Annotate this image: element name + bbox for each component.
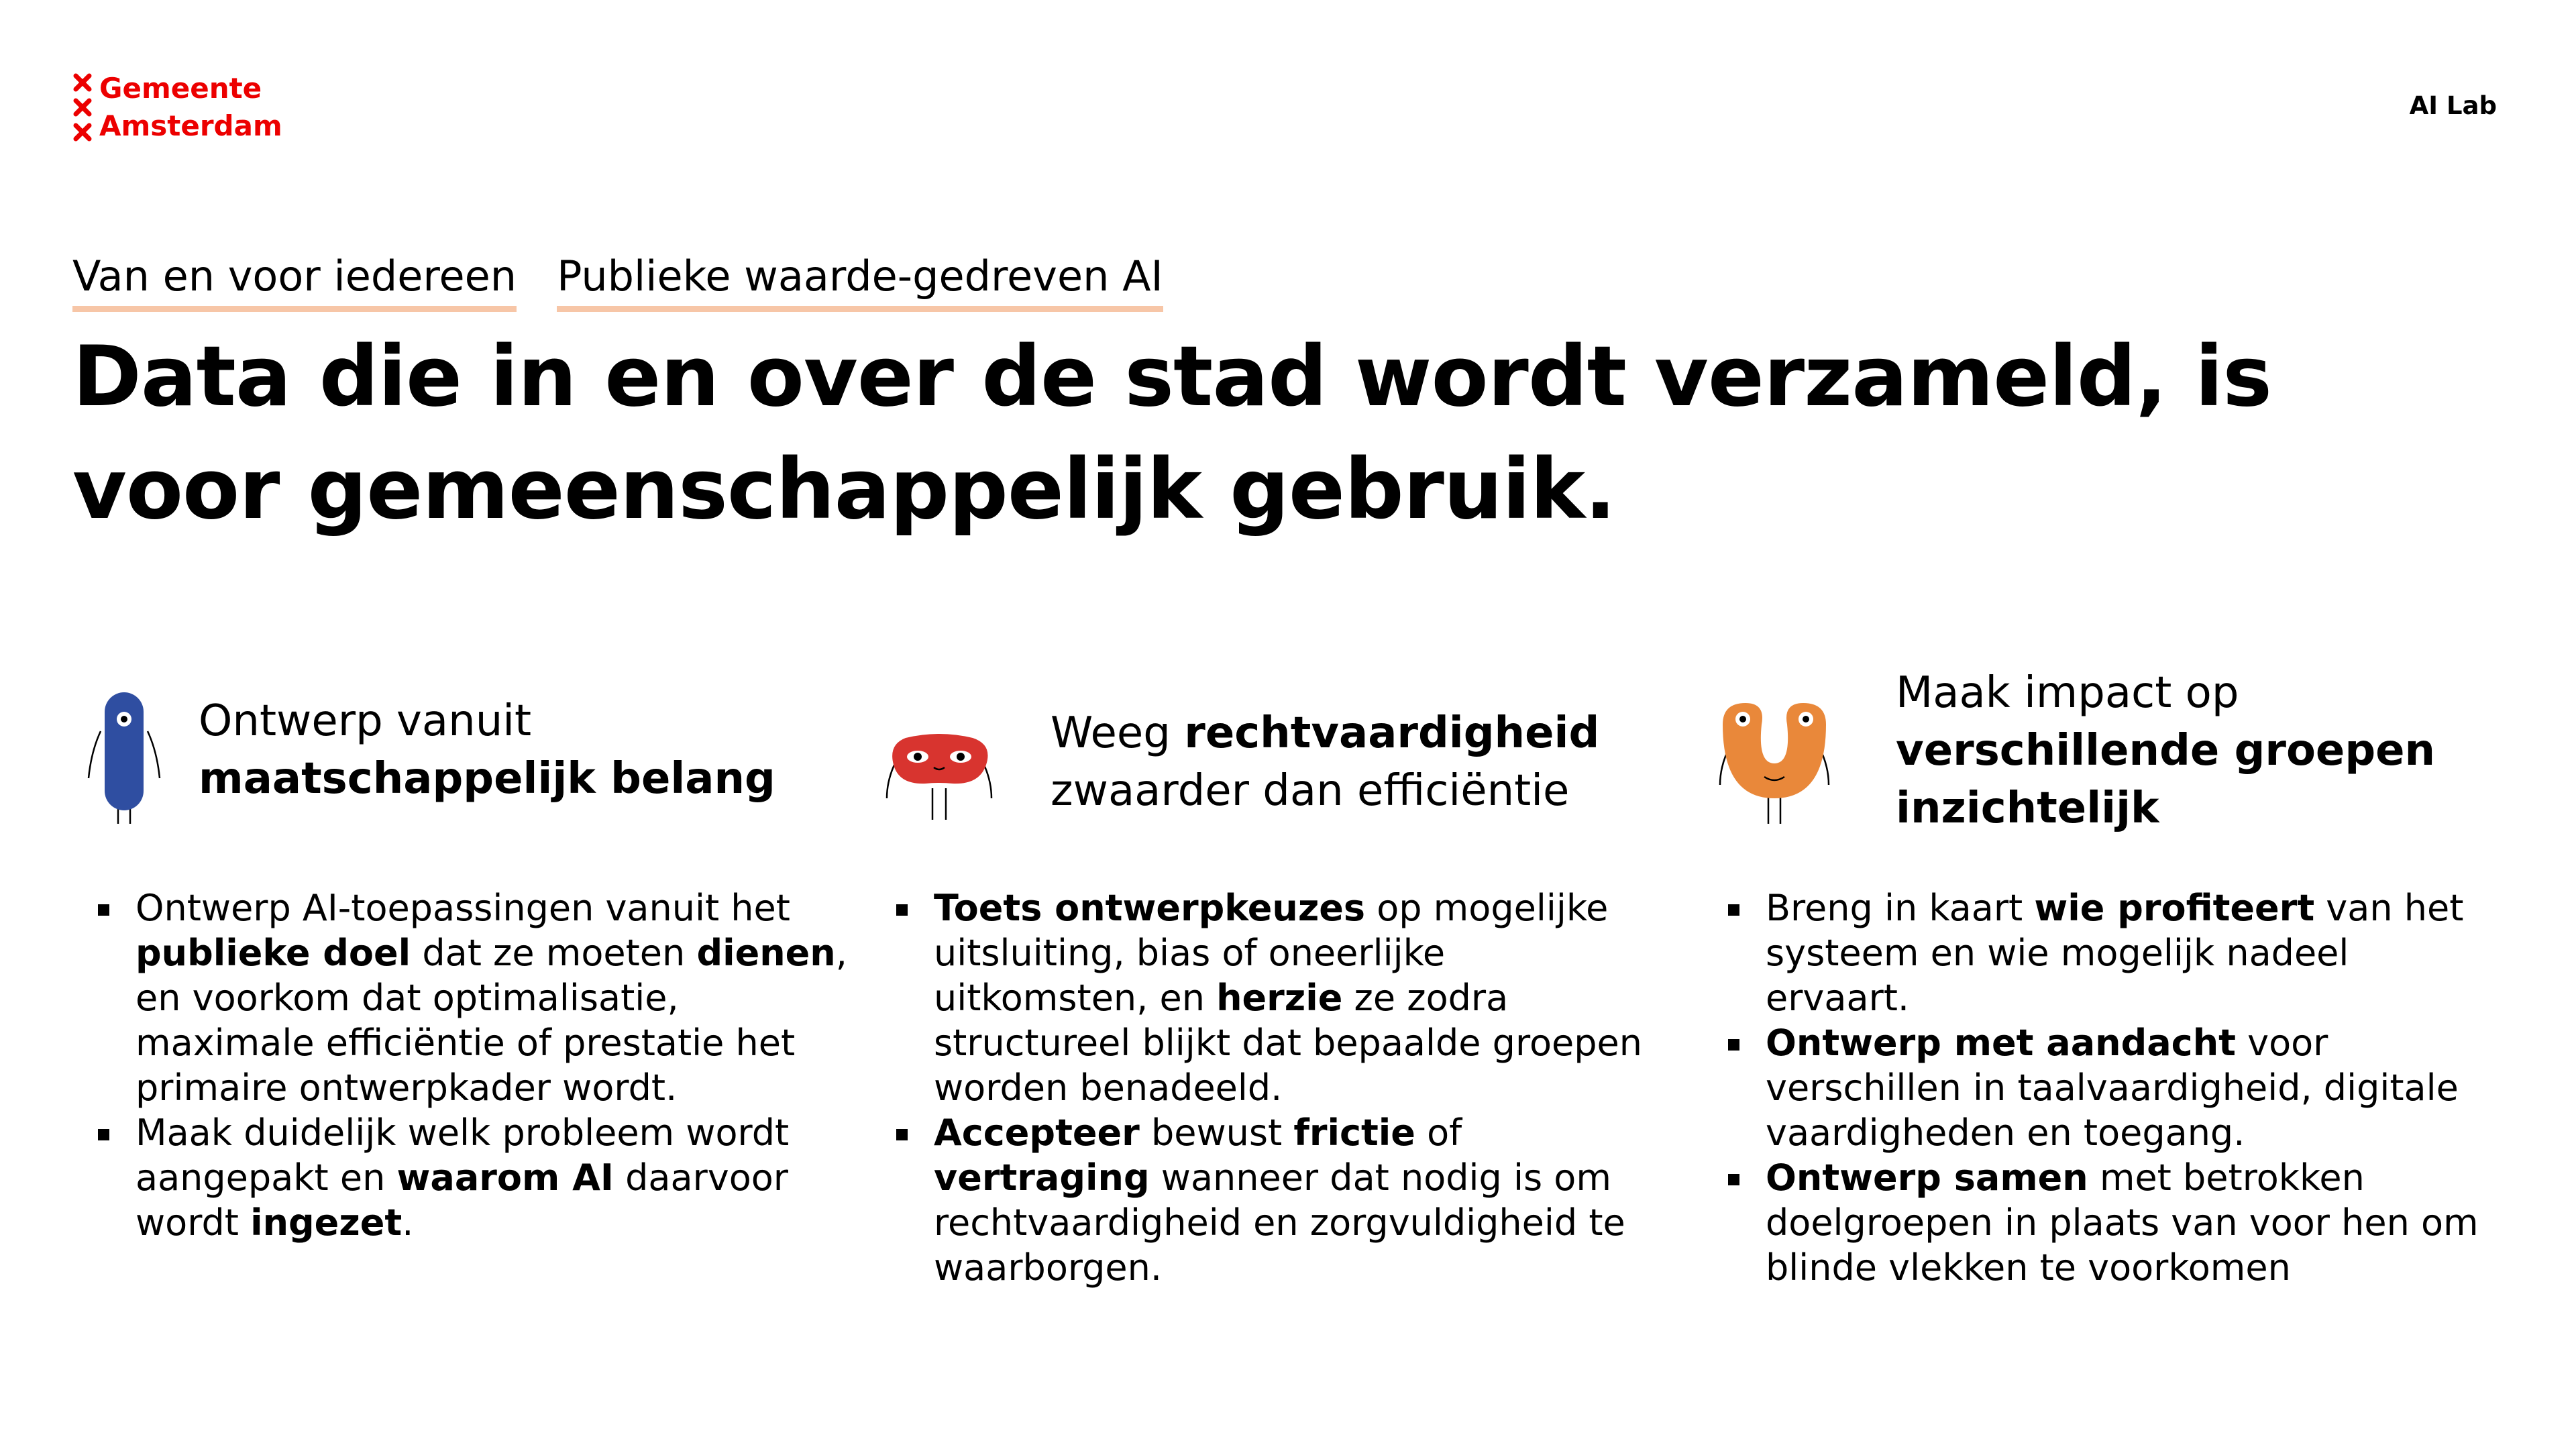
topic-tags [72, 250, 1163, 312]
ai-lab-label: AI Lab [2409, 91, 2497, 120]
title-line-2: voor gemeenschappelijk gebruik. [72, 441, 1616, 538]
logo-text-amsterdam: Amsterdam [99, 109, 282, 142]
list-item: Accepteer bewust frictie of vertraging wanneer dat nodig is om rechtvaardigheid en zorgvuldigheid te waarborgen. [894, 1110, 1665, 1290]
principle-column-1 [74, 657, 852, 1328]
amsterdam-crosses-icon [72, 72, 93, 144]
logo-text-gemeente: Gemeente [99, 72, 262, 105]
principle-heading-1: Ontwerp vanuit maatschappelijk belang [199, 696, 775, 804]
tag-iedereen: Van en voor iedereen [72, 250, 517, 312]
principle-list-1 [95, 885, 867, 1245]
principle-heading-2: Weeg rechtvaardigheid zwaarder dan efficiëntie [1051, 708, 1600, 816]
list-item: Ontwerp met aandacht voor verschillen in taalvaardigheid, digitale vaardigheden en toegang. [1725, 1020, 2497, 1155]
principle-list-3 [1725, 885, 2497, 1290]
principle-list-2 [894, 885, 1665, 1290]
orange-arch-mascot-icon [1717, 698, 1831, 825]
red-blob-mascot-icon [885, 724, 993, 832]
blue-capsule-mascot-icon [87, 691, 161, 825]
list-item: Ontwerp AI-toepassingen vanuit het publieke doel dat ze moeten dienen, en voorkom dat optimalisatie, maximale efficiëntie of prestatie het primaire ontwerpkader wordt. [95, 885, 867, 1110]
principle-column-3 [1704, 657, 2482, 1328]
list-item: Toets ontwerpkeuzes op mogelijke uitsluiting, bias of oneerlijke uitkomsten, en herzie ze zodra structureel blijkt dat bepaalde groepen worden benadeeld. [894, 885, 1665, 1110]
gemeente-amsterdam-logo [72, 70, 354, 144]
principle-column-2 [872, 657, 1650, 1328]
list-item: Breng in kaart wie profiteert van het systeem en wie mogelijk nadeel ervaart. [1725, 885, 2497, 1020]
page-title [72, 321, 2286, 546]
tag-publieke-waarde: Publieke waarde-gedreven AI [557, 250, 1163, 312]
list-item: Ontwerp samen met betrokken doelgroepen in plaats van voor hen om blinde vlekken te voorkomen [1725, 1155, 2497, 1290]
principle-heading-3: Maak impact op verschillende groepen inzichtelijk [1896, 668, 2436, 833]
title-line-1: Data die in en over de stad wordt verzameld, is [72, 329, 2272, 425]
list-item: Maak duidelijk welk probleem wordt aangepakt en waarom AI daarvoor wordt ingezet. [95, 1110, 867, 1245]
